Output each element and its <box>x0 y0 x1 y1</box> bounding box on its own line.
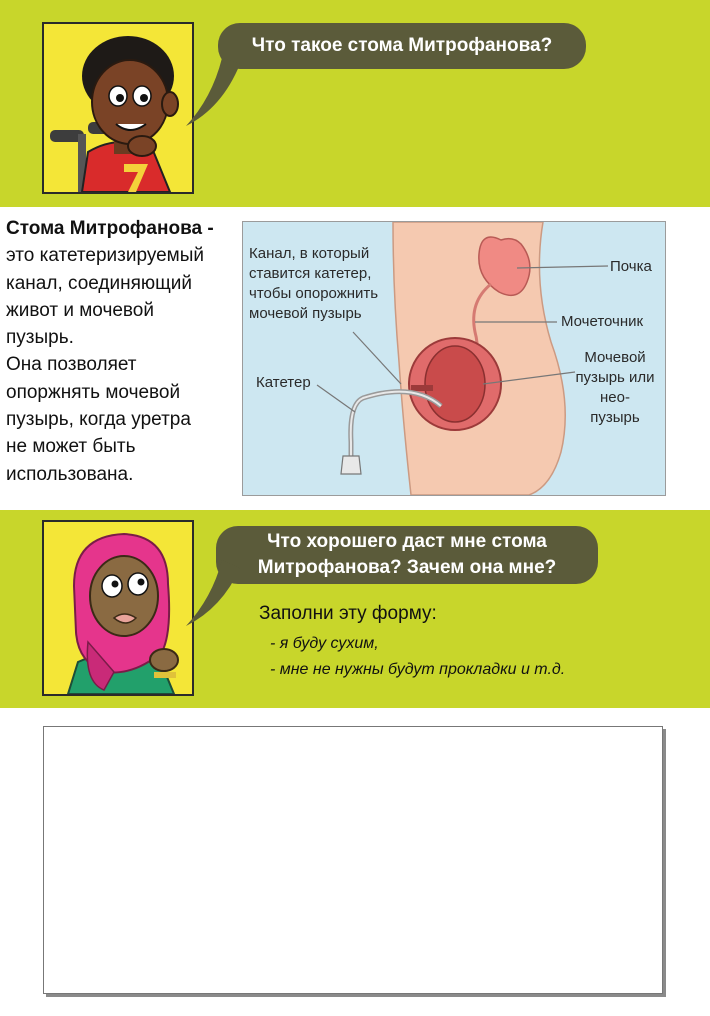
form-hint-1: - я буду сухим, <box>270 635 379 652</box>
anatomy-diagram <box>242 221 666 496</box>
intro-line: живот и мочевой <box>6 299 154 321</box>
form-hint-2: - мне не нужны будут прокладки и т.д. <box>270 661 566 678</box>
intro-line: пузырь. <box>6 327 74 349</box>
catheter-label: Катетер <box>256 374 311 391</box>
channel-line: ставится катетер, <box>249 265 372 282</box>
girl-illustration <box>44 522 192 694</box>
boy-portrait <box>42 22 194 194</box>
intro-line: не может быть <box>6 436 136 458</box>
channel-line: мочевой пузырь <box>249 305 362 322</box>
intro-line: Она позволяет <box>6 354 137 376</box>
speech-tail-1 <box>182 58 242 130</box>
intro-line: опоржнять мочевой <box>6 381 181 403</box>
intro-line: канал, соединяющий <box>6 272 193 294</box>
ureter-label: Мочеточник <box>561 313 644 330</box>
girl-portrait <box>42 520 194 696</box>
bladder-label <box>569 348 661 428</box>
channel-line: Канал, в который <box>249 245 370 262</box>
channel-label <box>249 244 378 324</box>
bladder-line: нео- <box>600 389 630 406</box>
kidney-label: Почка <box>610 258 652 275</box>
bladder-line: пузырь <box>590 409 640 426</box>
intro-line: использована. <box>6 463 134 485</box>
intro-line: пузырь, когда уретра <box>6 409 191 431</box>
intro-term: Стома Митрофанова - <box>6 218 214 239</box>
bladder-line: пузырь или <box>575 369 655 386</box>
channel-line: чтобы опорожнить <box>249 285 379 302</box>
question-bubble-2 <box>216 526 598 584</box>
question-text-2b: Митрофанова? Зачем она мне? <box>257 557 557 578</box>
intro-line: это катетеризируемый <box>6 245 205 267</box>
boy-illustration <box>44 24 192 192</box>
form-title: Заполни эту форму: <box>259 603 437 624</box>
question-text-2a: Что хорошего даст мне стома <box>267 531 547 552</box>
intro-text <box>6 215 238 488</box>
question-bubble-1 <box>218 23 586 69</box>
bladder-line: Мочевой <box>584 349 646 366</box>
speech-tail-2 <box>182 560 242 630</box>
answer-input-area[interactable] <box>43 726 663 994</box>
question-text-1: Что такое стома Митрофанова? <box>251 35 553 56</box>
